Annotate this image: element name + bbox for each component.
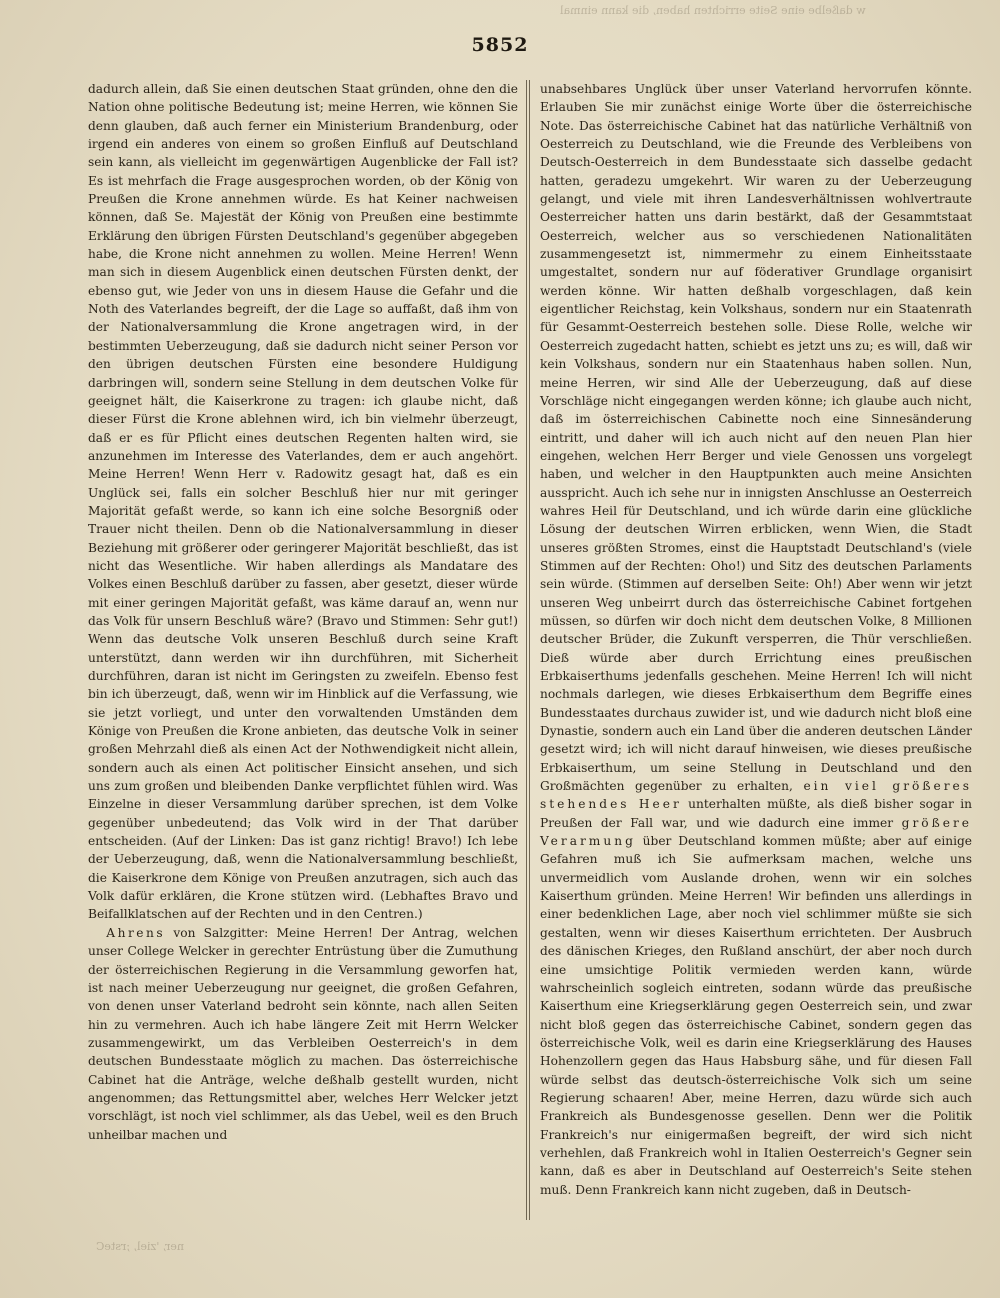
emphasis-spaced-text: ein viel größeres stehendes Heer [540, 779, 973, 812]
paragraph-continuation-right [540, 80, 972, 1199]
column-divider [526, 80, 527, 1220]
page-number: 5852 [471, 34, 529, 56]
text-segment: über Deutschland kommen müßte; aber auf einige Gefahren muß ich Sie aufmerksam machen, welche uns unvermeidlich vom Auslande drohen, wenn wir ein solches Kaiserthum gründen. Meine Herren! Wir befinden uns allerdings in einer bedenklichen Lage, aber noch viel schlimmer müßte sie sich gestalten, wenn wir dieses Kaiserthum errichteten. Der Ausbruch des dänischen Krieges, den Rußland anschürt, der aber noch durch eine umsichtige Politik vermieden werden kann, würde wahrscheinlich sogleich eintreten, sodann würde das preußische Kaiserthum eine Kriegserklärung gegen Oesterreich sein, und zwar nicht bloß gegen das österreichische Cabinet, sondern gegen das österreichische Volk, weil es darin eine Kriegserklärung des Hauses Hohenzollern gegen das Haus Habsburg sähe, und für diesen Fall würde selbst das deutsch-österreichische Volk sich um seine Regierung schaaren! Aber, meine Herren, dazu würde sich auch Frankreich als Bundesgenosse gesellen. Denn wer die Politik Frankreich's nur einigermaßen begreift, der wird sich nicht verhehlen, daß Frankreich wohl in Italien Oesterreich's Gegner sein kann, daß es aber in Deutschland auf Oesterreich's Seite stehen muß. Denn Frankreich kann nicht zugeben, daß in Deutsch- [540, 834, 972, 1197]
emphasis-spaced-text: größere Verarmung [540, 815, 973, 849]
text-segment: unabsehbares Unglück über unser Vaterland hervorrufen könnte. Erlauben Sie mir zunächst einige Worte über die österreichische Note. Das österreichische Cabinet hat das natürliche Verhältniß von Oesterreich zu Deutschland, wie die Freunde des Verbleibens von Deutsch-Oesterreich in dem Bundesstaate sich dasselbe gedacht hatten, geradezu umgekehrt. Wir waren zu der Ueberzeugung gelangt, und viele mit ihren Landesverhältnissen wohlvertraute Oesterreicher hatten uns darin bestärkt, daß der Gesammtstaat Oesterreich, welcher aus so verschiedenen Nationalitäten zusammengesetzt ist, nimmermehr zu einem Einheitsstaate umgestaltet, sondern nur auf föderativer Grundlage organisirt werden könne. Wir hatten deßhalb vorgeschlagen, daß kein eigentlicher Reichstag, kein Volkshaus, sondern nur ein Staatenrath für Gesammt-Oesterreich bestehen solle. Diese Rolle, welche wir Oesterreich zugedacht hatten, schiebt es jetzt uns zu; es will, daß wir kein Volkshaus, sondern nur ein Staatenhaus haben sollen. Nun, meine Herren, wir sind Alle der Ueberzeugung, daß auf diese Vorschläge nicht eingegangen werden könne; ich glaube auch nicht, daß im österreichischen Cabinette noch eine Sinnesänderung eintritt, und daher will ich auch nicht auf den neuen Plan hier eingehen, welchen Herr Berger und viele Genossen uns vorgelegt haben, und welcher in den Hauptpunkten auch meine Ansichten ausspricht. Auch ich sehe nur in innigsten Anschlusse an Oesterreich wahres Heil für Deutschland, und ich würde darin eine glückliche Lösung der deutschen Wirren erblicken, wenn Wien, die Stadt unseres größten Stromes, einst die Hauptstadt Deutschland's (viele Stimmen auf der Rechten: Oho!) und Sitz des deutschen Parlaments sein würde. (Stimmen auf derselben Seite: Oh!) Aber wenn wir jetzt unseren Weg unbeirrt durch das österreichische Cabinet fortgehen müssen, so dürfen wir doch nicht dem deutschen Volke, 8 Millionen deutscher Brüder, die Zukunft versperren, die Thür verschließen. Dieß würde aber durch Errichtung eines preußischen Erbkaiserthums jedenfalls geschehen. Meine Herren! Ich will nicht nochmals darlegen, wie dieses Erbkaiserthum dem Begriffe eines Bundesstaates durchaus zuwider ist, und wie dadurch nicht bloß eine Dynastie, sondern auch ein Land über die anderen deutschen Länder gesetzt wird; ich will nicht darauf hinweisen, wie dieses preußische Erbkaiserthum, um seine Stellung in Deutschland und den Großmächten gegenüber zu erhalten, [540, 82, 972, 794]
speech-text: von Salzgitter: Meine Herren! Der Antrag, welchen unser College Welcker in gerechter Entrüstung über die Zumuthung der österreichischen Regierung in die Versammlung geworfen hat, ist nach meiner Ueberzeugung nur geeignet, die großen Gefahren, von denen unser Vaterland bedroht sein könnte, nach allen Seiten hin zu vermehren. Auch ich habe längere Zeit mit Herrn Welcker zusammengewirkt, um das Verbleiben Oesterreich's in dem deutschen Bundesstaate möglich zu machen. Das österreichische Cabinet hat die Anträge, welche deßhalb gestellt wurden, nicht angenommen; das Rettungsmittel aber, welches Herr Welcker jetzt vorschlägt, ist noch viel schlimmer, als das Uebel, weil es den Bruch unheilbar machen und [88, 925, 518, 1142]
bleed-through-text-top: w daßelbe eine Seite errichten haben, die kann einmal [560, 4, 866, 17]
paragraph-speech-ahrens [88, 924, 518, 1144]
text-segment: unterhalten müßte, als dieß bisher sogar in Preußen der Fall war, und wie dadurch eine immer [540, 797, 972, 830]
text-column-left [88, 80, 518, 1144]
text-column-right [540, 80, 972, 1199]
speaker-name: Ahrens [106, 925, 166, 940]
paragraph-continuation: dadurch allein, daß Sie einen deutschen Staat gründen, ohne den die Nation ohne politische Bedeutung ist; meine Herren, wie können Sie denn glauben, daß auch ferner ein Ministerium Brandenburg, oder irgend ein anderes von einem so großen Einfluß auf Deutschland sein kann, als vielleicht im gegenwärtigen Augenblicke der Fall ist? Es ist mehrfach die Frage ausgesprochen worden, ob der König von Preußen die Krone annehmen würde. Es hat Keiner nachweisen können, daß Se. Majestät der König von Preußen eine bestimmte Erklärung den übrigen Fürsten Deutschland's gegenüber abgegeben habe, die Krone nicht annehmen zu wollen. Meine Herren! Wenn man sich in diesem Augenblick einen deutschen Fürsten denkt, der ebenso gut, wie Jeder von uns in diesem Hause die Gefahr und die Noth des Vaterlandes begreift, der die Lage so auffaßt, daß ihm von der Nationalversammlung die Krone angetragen wird, in der bestimmten Ueberzeugung, daß sie dadurch nicht seiner Person vor den übrigen deutschen Fürsten eine besondere Huldigung darbringen will, sondern seine Stellung in dem deutschen Volke für geeignet hält, die Kaiserkrone zu tragen: ich glaube nicht, daß dieser Fürst die Krone ablehnen wird, ich bin vielmehr überzeugt, daß er es für Pflicht eines deutschen Regenten halten wird, sie anzunehmen im Interesse des Vaterlandes, dem er auch angehört. Meine Herren! Wenn Herr v. Radowitz gesagt hat, daß es ein Unglück sei, falls ein solcher Beschluß hier nur mit geringer Majorität gefaßt werde, so kann ich eine solche Besorgniß oder Trauer nicht theilen. Denn ob die Nationalversammlung in dieser Beziehung mit größerer oder geringerer Majorität beschließt, das ist nicht das Wesentliche. Wir haben allerdings als Mandatare des Volkes einen Beschluß darüber zu fassen, aber gesetzt, dieser würde mit einer geringen Majorität gefaßt, was käme darauf an, wenn nur das Volk für unsern Beschluß wäre? (Bravo und Stimmen: Sehr gut!) Wenn das deutsche Volk unseren Beschluß durch seine Kraft unterstützt, dann werden wir ihn durchführen, mit Sicherheit durchführen, daran ist nicht im Geringsten zu zweifeln. Ebenso fest bin ich überzeugt, daß, wenn wir im Hinblick auf die Verfassung, wie sie jetzt vorliegt, und unter den vorwaltenden Umständen dem Könige von Preußen die Krone anbieten, das deutsche Volk in seiner großen Mehrzahl dieß als einen Act der Nothwendigkeit nicht allein, sondern auch als einen Act politischer Einsicht ansehen, und sich uns zum großen und bleibenden Danke verpflichtet fühlen wird. Was Einzelne in dieser Versammlung darüber sprechen, ist dem Volke gegenüber unbedeutend; das Volk wird in der That darüber entscheiden. (Auf der Linken: Das ist ganz richtig! Bravo!) Ich lebe der Ueberzeugung, daß, wenn die Nationalversammlung beschließt, die Kaiserkrone dem Könige von Preußen anzutragen, sich auch das Volk dafür erklären, die Krone stützen wird. (Lebhaftes Bravo und Beifallklatschen auf der Rechten und in den Centren.) [88, 82, 518, 922]
bleed-through-text-bottom: ner, 'ziel, ;rsteC [96, 1240, 184, 1253]
